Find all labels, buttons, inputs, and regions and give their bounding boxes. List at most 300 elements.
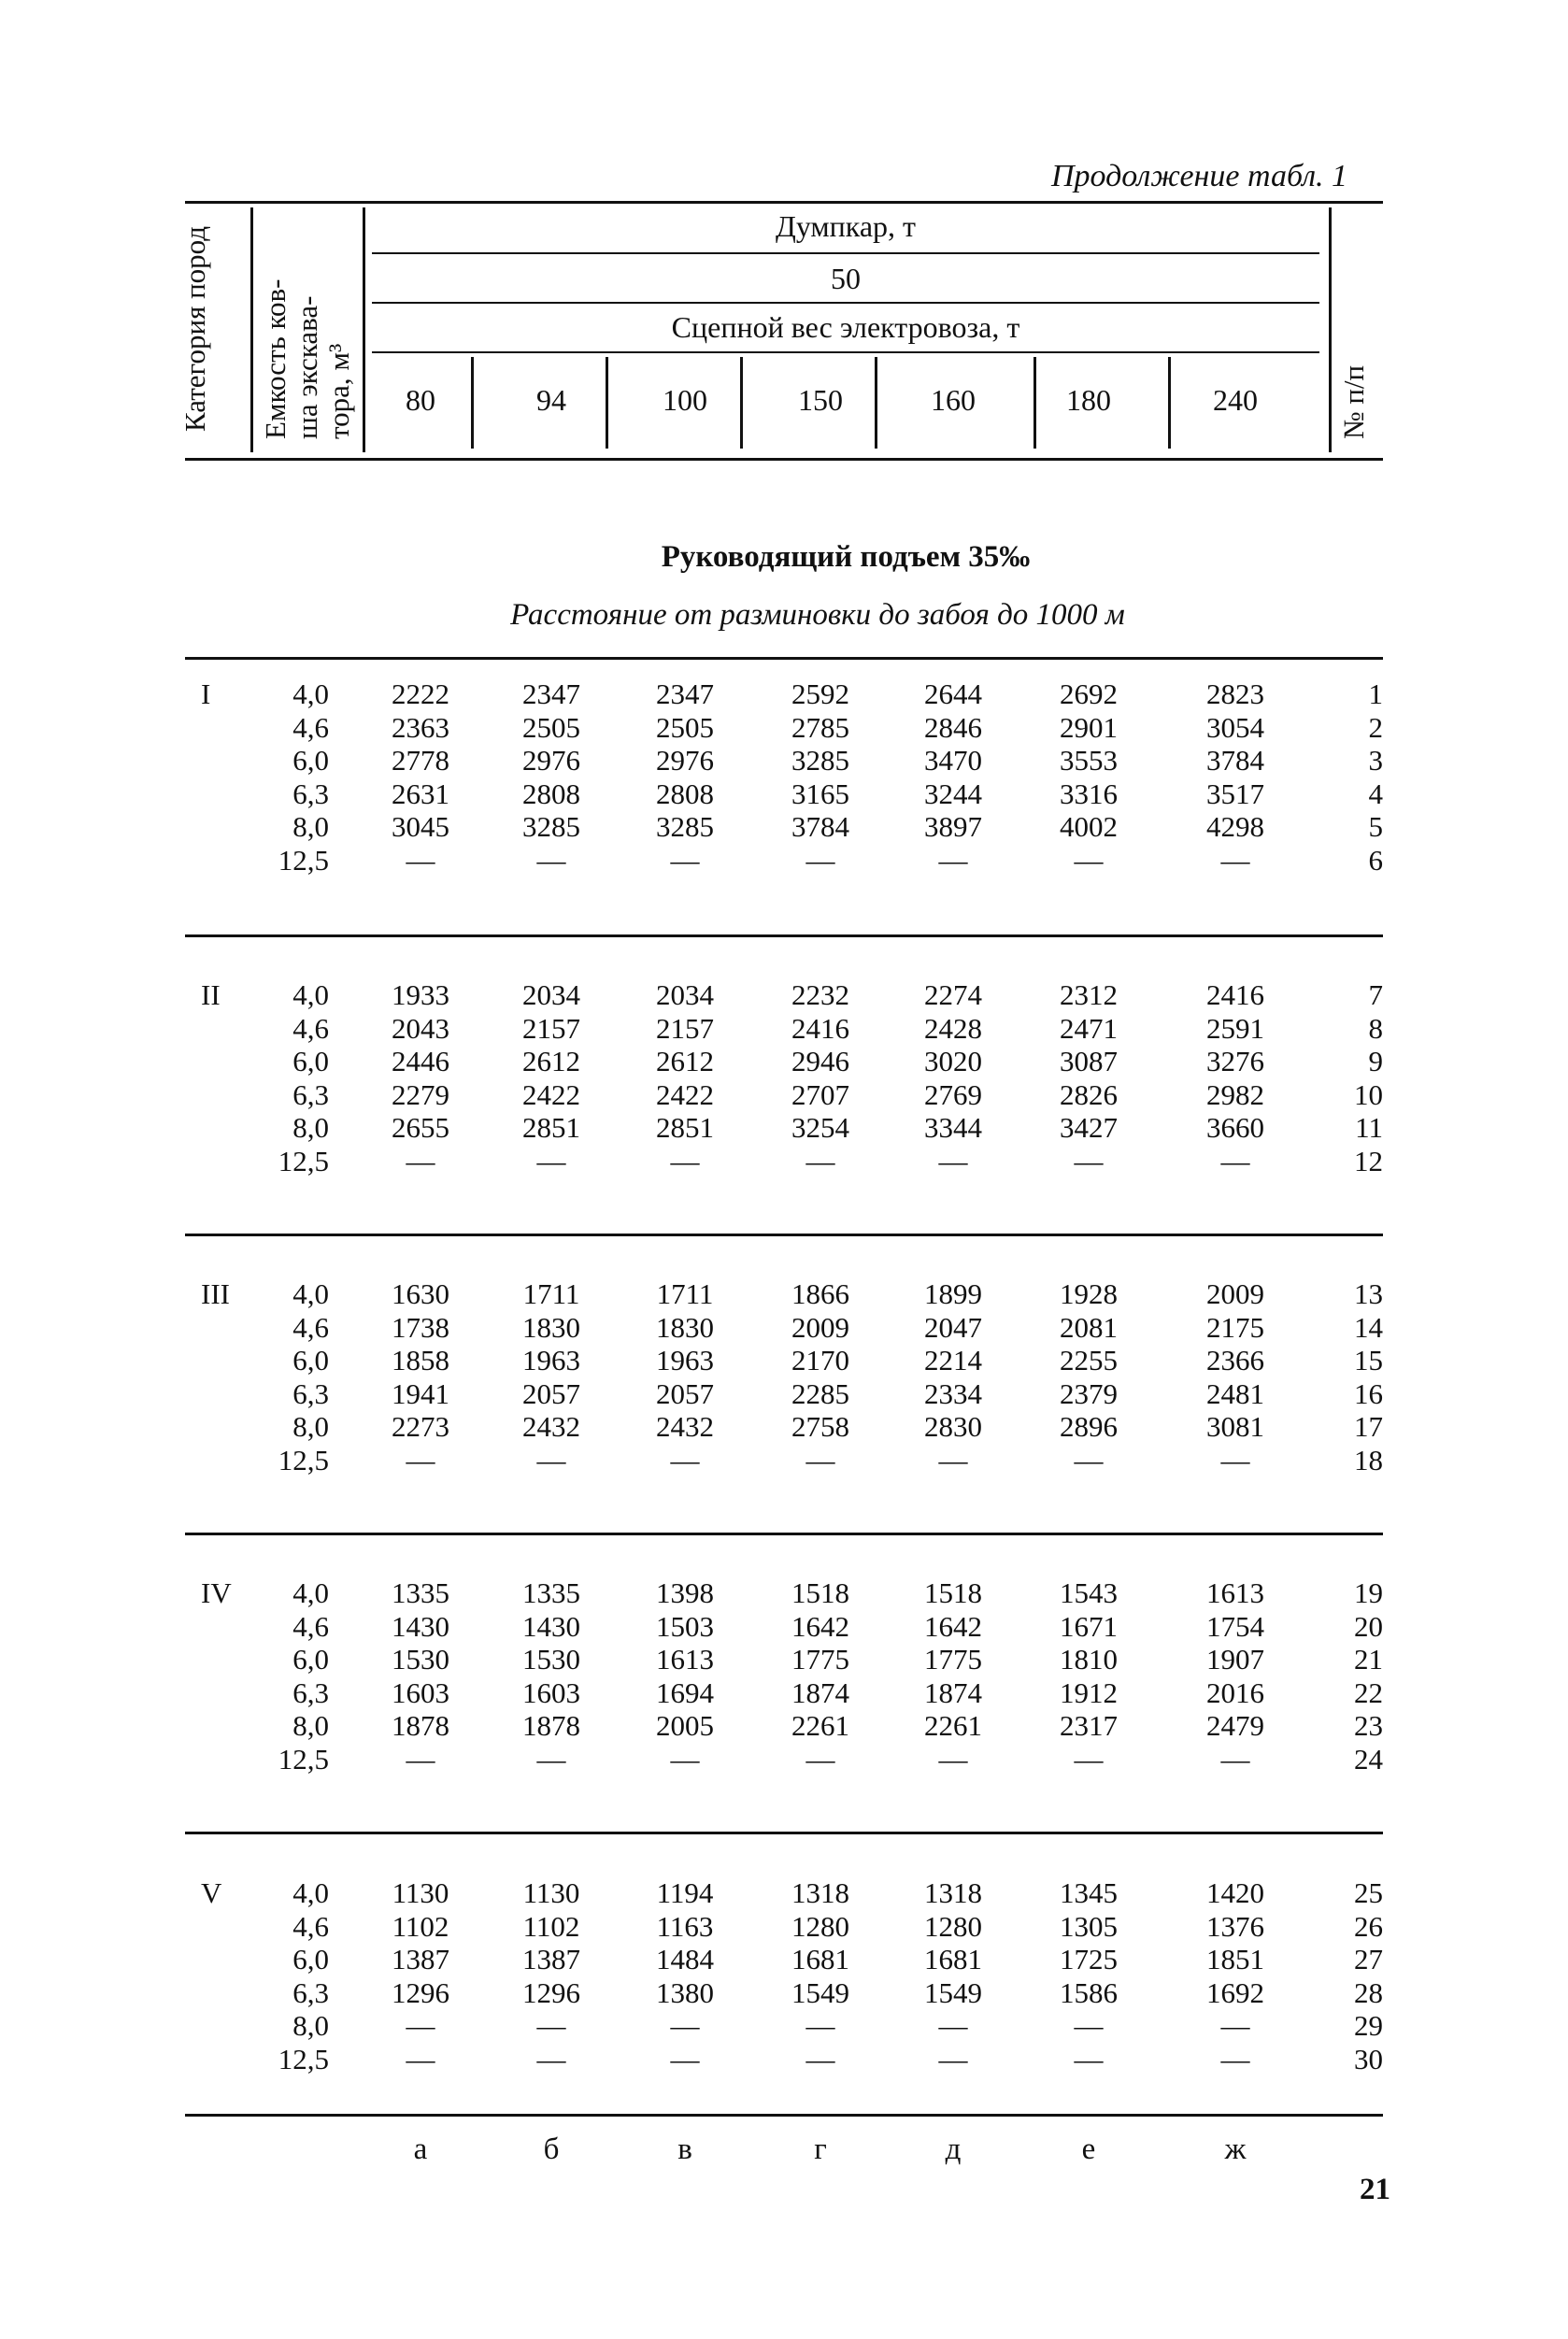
table-cell: 2901	[1060, 710, 1118, 744]
header-dumpcar-label: Думпкар, т	[775, 209, 917, 243]
table-cell: —	[805, 2009, 835, 2042]
table-cell: 2279	[392, 1077, 449, 1111]
table-cell: 1775	[924, 1643, 982, 1676]
row-number: 3	[1368, 744, 1383, 777]
table-cell: —	[938, 1742, 968, 1776]
table-cell: 2655	[392, 1111, 449, 1144]
table-cell: 1928	[1060, 1277, 1118, 1310]
table-cell: —	[938, 1443, 968, 1476]
table-cell: 2823	[1206, 677, 1264, 710]
table-cell: 2081	[1060, 1310, 1118, 1344]
row-number: 18	[1354, 1443, 1383, 1476]
header-col-divider	[1168, 357, 1171, 449]
bucket-capacity: 12,5	[278, 1742, 329, 1776]
table-cell: 1335	[392, 1576, 449, 1609]
table-cell: 1711	[522, 1277, 580, 1310]
bucket-capacity: 4,6	[292, 1609, 329, 1643]
table-cell: —	[938, 2009, 968, 2042]
bucket-capacity: 6,3	[292, 777, 329, 810]
table-cell: 1613	[1206, 1576, 1264, 1609]
section-subtitle: Расстояние от разминовки до забоя до 1000 м	[510, 598, 1125, 632]
table-cell: 1630	[392, 1277, 449, 1310]
table-cell: 2644	[924, 677, 982, 710]
table-cell: 1941	[392, 1376, 449, 1410]
table-cell: 3344	[924, 1111, 982, 1144]
table-cell: 1503	[656, 1609, 714, 1643]
header-bucket-label	[260, 201, 355, 439]
header-loco-weight: 160	[931, 383, 976, 417]
table-cell: 1484	[656, 1943, 714, 1975]
table-cell: 1296	[392, 1975, 449, 2009]
table-cell: 2505	[656, 710, 714, 744]
table-cell: —	[536, 2009, 566, 2042]
table-cell: 1681	[924, 1943, 982, 1975]
table-cell: 2692	[1060, 677, 1118, 710]
table-cell: 2808	[656, 777, 714, 810]
row-number: 17	[1354, 1410, 1383, 1443]
table-cell: —	[670, 2042, 700, 2075]
table-cell: 1194	[656, 1876, 714, 1909]
table-cell: 2043	[392, 1011, 449, 1045]
table-cell: 1754	[1206, 1609, 1264, 1643]
header-loco-weight: 180	[1066, 383, 1111, 417]
table-cell: —	[1220, 2009, 1250, 2042]
table-cell: —	[805, 1144, 835, 1177]
bucket-capacity: 4,0	[292, 1876, 329, 1909]
footer-column-letter: в	[677, 2132, 692, 2166]
header-bucket-text-2: ша экскава-	[291, 295, 323, 439]
table-cell: —	[938, 1144, 968, 1177]
bucket-capacity: 4,6	[292, 1011, 329, 1045]
table-cell: 1586	[1060, 1975, 1118, 2009]
table-cell: —	[805, 2042, 835, 2075]
row-number: 12	[1354, 1144, 1383, 1177]
table-cell: 2347	[656, 677, 714, 710]
table-cell: —	[1220, 1443, 1250, 1476]
table-cell: 1912	[1060, 1676, 1118, 1709]
row-number: 13	[1354, 1277, 1383, 1310]
table-cell: 1874	[924, 1676, 982, 1709]
table-cell: —	[536, 1443, 566, 1476]
header-number-text: № п/п	[1337, 364, 1370, 439]
table-cell: 2471	[1060, 1011, 1118, 1045]
table-cell: 2826	[1060, 1077, 1118, 1111]
table-cell: 1671	[1060, 1609, 1118, 1643]
table-cell: 1642	[924, 1609, 982, 1643]
table-cell: —	[406, 843, 435, 877]
header-bottom-rule	[185, 458, 1383, 461]
row-number: 20	[1354, 1609, 1383, 1643]
table-cell: 1907	[1206, 1643, 1264, 1676]
bucket-capacity: 6,3	[292, 1975, 329, 2009]
bucket-capacity: 12,5	[278, 2042, 329, 2075]
table-cell: 1738	[392, 1310, 449, 1344]
category-label: V	[201, 1876, 222, 1909]
table-cell: 2334	[924, 1376, 982, 1410]
category-label: I	[201, 677, 211, 710]
table-cell: 4002	[1060, 810, 1118, 843]
row-number: 16	[1354, 1376, 1383, 1410]
header-top-rule	[185, 201, 1383, 204]
block-separator-rule	[185, 934, 1383, 937]
table-cell: 2255	[1060, 1344, 1118, 1376]
category-label: II	[201, 978, 221, 1011]
header-category-label	[179, 193, 211, 432]
table-cell: 3276	[1206, 1045, 1264, 1077]
table-cell: 1830	[656, 1310, 714, 1344]
footer-column-letter: а	[413, 2132, 428, 2166]
table-cell: 2034	[656, 978, 714, 1011]
table-cell: 1692	[1206, 1975, 1264, 2009]
table-cell: 2946	[791, 1045, 849, 1077]
table-cell: 3660	[1206, 1111, 1264, 1144]
table-cell: —	[1074, 1742, 1104, 1776]
table-cell: 2432	[522, 1410, 580, 1443]
table-cell: 2274	[924, 978, 982, 1011]
row-number: 14	[1354, 1310, 1383, 1344]
table-cell: 3316	[1060, 777, 1118, 810]
bucket-capacity: 8,0	[292, 810, 329, 843]
table-cell: 2896	[1060, 1410, 1118, 1443]
row-number: 8	[1368, 1011, 1383, 1045]
row-number: 15	[1354, 1344, 1383, 1376]
table-cell: 1305	[1060, 1909, 1118, 1943]
table-cell: —	[1220, 843, 1250, 877]
page-number: 21	[1360, 2173, 1390, 2206]
row-number: 11	[1355, 1111, 1383, 1144]
table-cell: —	[1074, 843, 1104, 877]
header-rule-2	[372, 302, 1319, 304]
bucket-capacity: 12,5	[278, 1144, 329, 1177]
table-cell: 3081	[1206, 1410, 1264, 1443]
table-cell: —	[938, 843, 968, 877]
table-cell: —	[406, 2009, 435, 2042]
table-cell: 1725	[1060, 1943, 1118, 1975]
table-cell: 1681	[791, 1943, 849, 1975]
table-cell: 1933	[392, 978, 449, 1011]
table-cell: 2778	[392, 744, 449, 777]
row-number: 5	[1368, 810, 1383, 843]
header-loco-weight: 80	[406, 383, 435, 417]
table-cell: 1543	[1060, 1576, 1118, 1609]
table-cell: 1858	[392, 1344, 449, 1376]
row-number: 2	[1368, 710, 1383, 744]
table-cell: 1398	[656, 1576, 714, 1609]
table-cell: 1280	[791, 1909, 849, 1943]
bucket-capacity: 12,5	[278, 843, 329, 877]
section-title: Руководящий подъем 35‰	[661, 540, 1031, 574]
table-cell: 2446	[392, 1045, 449, 1077]
table-cell: 1874	[791, 1676, 849, 1709]
table-cell: 1603	[392, 1676, 449, 1709]
table-cell: 1642	[791, 1609, 849, 1643]
table-cell: 1376	[1206, 1909, 1264, 1943]
table-cell: 2232	[791, 978, 849, 1011]
table-cell: 3784	[791, 810, 849, 843]
bucket-capacity: 8,0	[292, 1410, 329, 1443]
table-cell: 2157	[656, 1011, 714, 1045]
table-cell: 2363	[392, 710, 449, 744]
table-cell: —	[536, 1144, 566, 1177]
table-cell: 3254	[791, 1111, 849, 1144]
table-cell: 3553	[1060, 744, 1118, 777]
table-cell: 3285	[522, 810, 580, 843]
table-cell: —	[1220, 1144, 1250, 1177]
row-number: 4	[1368, 777, 1383, 810]
row-number: 1	[1368, 677, 1383, 710]
table-cell: —	[805, 1443, 835, 1476]
table-cell: 2769	[924, 1077, 982, 1111]
bucket-capacity: 6,0	[292, 1643, 329, 1676]
table-cell: 3517	[1206, 777, 1264, 810]
table-cell: 1387	[392, 1943, 449, 1975]
table-cell: 1613	[656, 1643, 714, 1676]
header-number-label	[1338, 308, 1370, 439]
table-cell: 2846	[924, 710, 982, 744]
table-cell: 1549	[924, 1975, 982, 2009]
row-number: 7	[1368, 978, 1383, 1011]
bucket-capacity: 8,0	[292, 1709, 329, 1742]
bucket-capacity: 4,0	[292, 978, 329, 1011]
table-cell: 1851	[1206, 1943, 1264, 1975]
table-cell: 1878	[392, 1709, 449, 1742]
bucket-capacity: 4,0	[292, 677, 329, 710]
table-cell: 1603	[522, 1676, 580, 1709]
table-cell: 2261	[924, 1709, 982, 1742]
table-cell: 2851	[656, 1111, 714, 1144]
row-number: 25	[1354, 1876, 1383, 1909]
bucket-capacity: 6,0	[292, 1943, 329, 1975]
table-cell: —	[670, 1742, 700, 1776]
row-number: 29	[1354, 2009, 1383, 2042]
table-cell: 2428	[924, 1011, 982, 1045]
table-cell: 1430	[522, 1609, 580, 1643]
table-cell: 1102	[522, 1909, 580, 1943]
bucket-capacity: 6,3	[292, 1376, 329, 1410]
table-cell: 2312	[1060, 978, 1118, 1011]
bucket-capacity: 4,6	[292, 1909, 329, 1943]
bucket-capacity: 4,6	[292, 1310, 329, 1344]
category-label: III	[201, 1277, 230, 1310]
bucket-capacity: 6,0	[292, 744, 329, 777]
table-cell: 2034	[522, 978, 580, 1011]
row-number: 9	[1368, 1045, 1383, 1077]
bucket-capacity: 8,0	[292, 1111, 329, 1144]
table-cell: 2261	[791, 1709, 849, 1742]
row-number: 19	[1354, 1576, 1383, 1609]
header-divider-number	[1329, 207, 1332, 452]
table-cell: 3020	[924, 1045, 982, 1077]
table-cell: 1830	[522, 1310, 580, 1344]
table-cell: 3470	[924, 744, 982, 777]
table-cell: 3784	[1206, 744, 1264, 777]
table-cell: —	[670, 2009, 700, 2042]
row-number: 24	[1354, 1742, 1383, 1776]
bucket-capacity: 6,0	[292, 1344, 329, 1376]
footer-column-letter: д	[945, 2132, 962, 2166]
header-loco-weight: 100	[663, 383, 707, 417]
table-cell: 2009	[1206, 1277, 1264, 1310]
bucket-capacity: 8,0	[292, 2009, 329, 2042]
table-cell: 2047	[924, 1310, 982, 1344]
table-cell: 2379	[1060, 1376, 1118, 1410]
table-cell: —	[406, 1144, 435, 1177]
table-cell: 1280	[924, 1909, 982, 1943]
table-cell: —	[536, 1742, 566, 1776]
table-cell: 1380	[656, 1975, 714, 2009]
table-cell: 2808	[522, 777, 580, 810]
row-number: 23	[1354, 1709, 1383, 1742]
header-rule-1	[372, 252, 1319, 254]
table-cell: —	[670, 1443, 700, 1476]
table-cell: 1866	[791, 1277, 849, 1310]
table-cell: 2366	[1206, 1344, 1264, 1376]
table-cell: 2976	[656, 744, 714, 777]
table-cell: 2347	[522, 677, 580, 710]
table-cell: 2170	[791, 1344, 849, 1376]
table-cell: 2592	[791, 677, 849, 710]
table-cell: —	[1074, 2009, 1104, 2042]
row-number: 10	[1354, 1077, 1383, 1111]
table-cell: 2057	[522, 1376, 580, 1410]
table-cell: 2416	[791, 1011, 849, 1045]
category-label: IV	[201, 1576, 232, 1609]
table-cell: 1420	[1206, 1876, 1264, 1909]
block-separator-rule	[185, 657, 1383, 660]
table-cell: 1387	[522, 1943, 580, 1975]
table-cell: 2505	[522, 710, 580, 744]
table-cell: 3087	[1060, 1045, 1118, 1077]
row-number: 26	[1354, 1909, 1383, 1943]
table-cell: 1102	[392, 1909, 449, 1943]
header-loco-weight: 94	[536, 383, 566, 417]
bucket-capacity: 12,5	[278, 1443, 329, 1476]
table-cell: 1518	[791, 1576, 849, 1609]
table-cell: 1899	[924, 1277, 982, 1310]
bucket-capacity: 4,0	[292, 1277, 329, 1310]
table-cell: —	[406, 2042, 435, 2075]
footer-column-letter: б	[543, 2132, 560, 2166]
table-cell: 1163	[656, 1909, 714, 1943]
block-separator-rule	[185, 1533, 1383, 1535]
table-cell: 2057	[656, 1376, 714, 1410]
table-cell: —	[1074, 2042, 1104, 2075]
table-cell: 2285	[791, 1376, 849, 1410]
table-cell: 2982	[1206, 1077, 1264, 1111]
header-loco-weight: 150	[798, 383, 843, 417]
table-cell: —	[805, 843, 835, 877]
table-cell: 2851	[522, 1111, 580, 1144]
row-number: 27	[1354, 1943, 1383, 1975]
header-category-text: Категория пород	[178, 225, 211, 432]
table-cell: 4298	[1206, 810, 1264, 843]
table-cell: 3897	[924, 810, 982, 843]
block-separator-rule	[185, 1234, 1383, 1236]
table-cell: —	[536, 2042, 566, 2075]
table-cell: 2785	[791, 710, 849, 744]
header-divider-category	[250, 207, 253, 452]
bucket-capacity: 6,0	[292, 1045, 329, 1077]
table-cell: 2591	[1206, 1011, 1264, 1045]
table-cell: —	[1220, 1742, 1250, 1776]
table-cell: 1878	[522, 1709, 580, 1742]
table-cell: —	[938, 2042, 968, 2075]
header-rule-3	[372, 351, 1319, 353]
table-cell: 3285	[791, 744, 849, 777]
table-bottom-rule	[185, 2114, 1383, 2117]
table-cell: 1810	[1060, 1643, 1118, 1676]
block-separator-rule	[185, 1832, 1383, 1834]
header-loco-weight: 240	[1213, 383, 1258, 417]
table-cell: —	[670, 843, 700, 877]
table-cell: —	[1220, 2042, 1250, 2075]
table-cell: —	[670, 1144, 700, 1177]
bucket-capacity: 4,0	[292, 1576, 329, 1609]
row-number: 28	[1354, 1975, 1383, 2009]
table-cell: 2317	[1060, 1709, 1118, 1742]
table-cell: 1775	[791, 1643, 849, 1676]
table-cell: 2214	[924, 1344, 982, 1376]
footer-column-letter: г	[814, 2132, 827, 2166]
table-cell: —	[406, 1742, 435, 1776]
table-cell: 2016	[1206, 1676, 1264, 1709]
table-cell: 1130	[392, 1876, 449, 1909]
table-cell: 2612	[656, 1045, 714, 1077]
header-dumpcar-value: 50	[831, 262, 861, 295]
table-cell: —	[536, 843, 566, 877]
table-cell: 1345	[1060, 1876, 1118, 1909]
footer-column-letter: е	[1081, 2132, 1096, 2166]
table-cell: 2422	[522, 1077, 580, 1111]
table-cell: 1530	[392, 1643, 449, 1676]
table-cell: —	[805, 1742, 835, 1776]
table-cell: 3165	[791, 777, 849, 810]
table-cell: 1318	[791, 1876, 849, 1909]
table-cell: 2758	[791, 1410, 849, 1443]
table-cell: 1963	[522, 1344, 580, 1376]
header-bucket-text-1: Емкость ков-	[259, 278, 292, 439]
table-cell: 2479	[1206, 1709, 1264, 1742]
table-cell: 3045	[392, 810, 449, 843]
table-cell: 2631	[392, 777, 449, 810]
table-cell: 2005	[656, 1709, 714, 1742]
table-cell: 2273	[392, 1410, 449, 1443]
table-cell: 2976	[522, 744, 580, 777]
table-cell: 1518	[924, 1576, 982, 1609]
table-cell: 2416	[1206, 978, 1264, 1011]
table-cell: 3427	[1060, 1111, 1118, 1144]
header-loco-label: Сцепной вес электровоза, т	[671, 310, 1020, 344]
table-cell: —	[406, 1443, 435, 1476]
table-cell: 1335	[522, 1576, 580, 1609]
table-cell: 2157	[522, 1011, 580, 1045]
table-cell: 2222	[392, 677, 449, 710]
row-number: 6	[1368, 843, 1383, 877]
table-cell: —	[1074, 1144, 1104, 1177]
table-cell: 1549	[791, 1975, 849, 2009]
table-cell: 2707	[791, 1077, 849, 1111]
table-cell: 1318	[924, 1876, 982, 1909]
bucket-capacity: 4,6	[292, 710, 329, 744]
table-cell: 2830	[924, 1410, 982, 1443]
footer-column-letter: ж	[1224, 2132, 1247, 2166]
table-cell: 3054	[1206, 710, 1264, 744]
table-cell: —	[1074, 1443, 1104, 1476]
row-number: 30	[1354, 2042, 1383, 2075]
bucket-capacity: 6,3	[292, 1676, 329, 1709]
table-cell: 1711	[656, 1277, 714, 1310]
table-cell: 2009	[791, 1310, 849, 1344]
